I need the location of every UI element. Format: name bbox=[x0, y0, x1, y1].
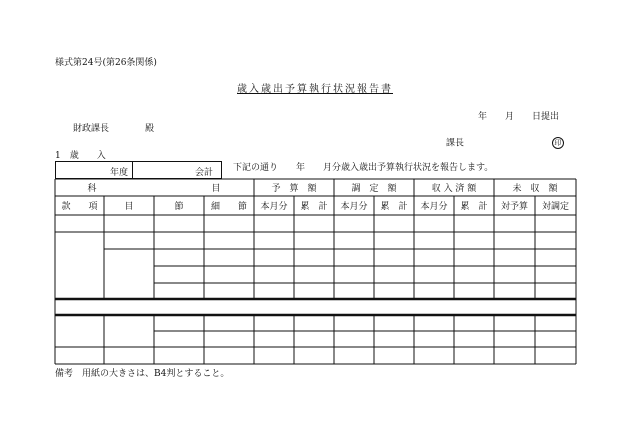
subheader-6: 累 計 bbox=[300, 202, 328, 212]
footnote: 備考 用紙の大きさは、B4判とすること。 bbox=[55, 369, 230, 379]
sender-title: 課長 bbox=[446, 138, 465, 149]
header-received: 収 入 済 額 bbox=[431, 184, 477, 194]
subheader-7: 本月分 bbox=[340, 202, 368, 212]
form-number: 様式第24号(第26条関係) bbox=[55, 58, 157, 68]
header-kamoku-right: 目 bbox=[211, 184, 221, 194]
subheader-10: 累 計 bbox=[460, 202, 488, 212]
intro-text: 下記の通り 年 月分歳入歳出予算執行状況を報告します。 bbox=[233, 163, 494, 173]
addressee: 財政課長 殿 bbox=[73, 124, 155, 134]
fiscal-year-label: 年度 bbox=[110, 168, 129, 178]
header-assessed: 調 定 額 bbox=[351, 184, 397, 194]
subheader-2: 目 bbox=[124, 202, 134, 212]
header-kamoku-left: 科 bbox=[87, 184, 97, 194]
subheader-8: 累 計 bbox=[380, 202, 408, 212]
subheader-4: 細 節 bbox=[210, 202, 248, 212]
account-label: 会計 bbox=[194, 168, 213, 178]
seal-mark-icon: 印 bbox=[552, 137, 564, 149]
form-title-text: 歳入歳出予算執行状況報告書 bbox=[237, 84, 393, 95]
header-budget: 予 算 額 bbox=[271, 184, 317, 194]
subheader-9: 本月分 bbox=[420, 202, 448, 212]
subheader-12: 対調定 bbox=[541, 202, 570, 212]
submission-date-line: 年 月 日提出 bbox=[478, 112, 560, 122]
subheader-1: 款 項 bbox=[61, 202, 98, 212]
subheader-3: 節 bbox=[174, 202, 184, 212]
subheader-11: 対予算 bbox=[500, 202, 529, 212]
section-label: 1 歳 入 bbox=[55, 151, 106, 161]
header-uncollected: 未 収 額 bbox=[512, 184, 558, 194]
subheader-5: 本月分 bbox=[260, 202, 288, 212]
